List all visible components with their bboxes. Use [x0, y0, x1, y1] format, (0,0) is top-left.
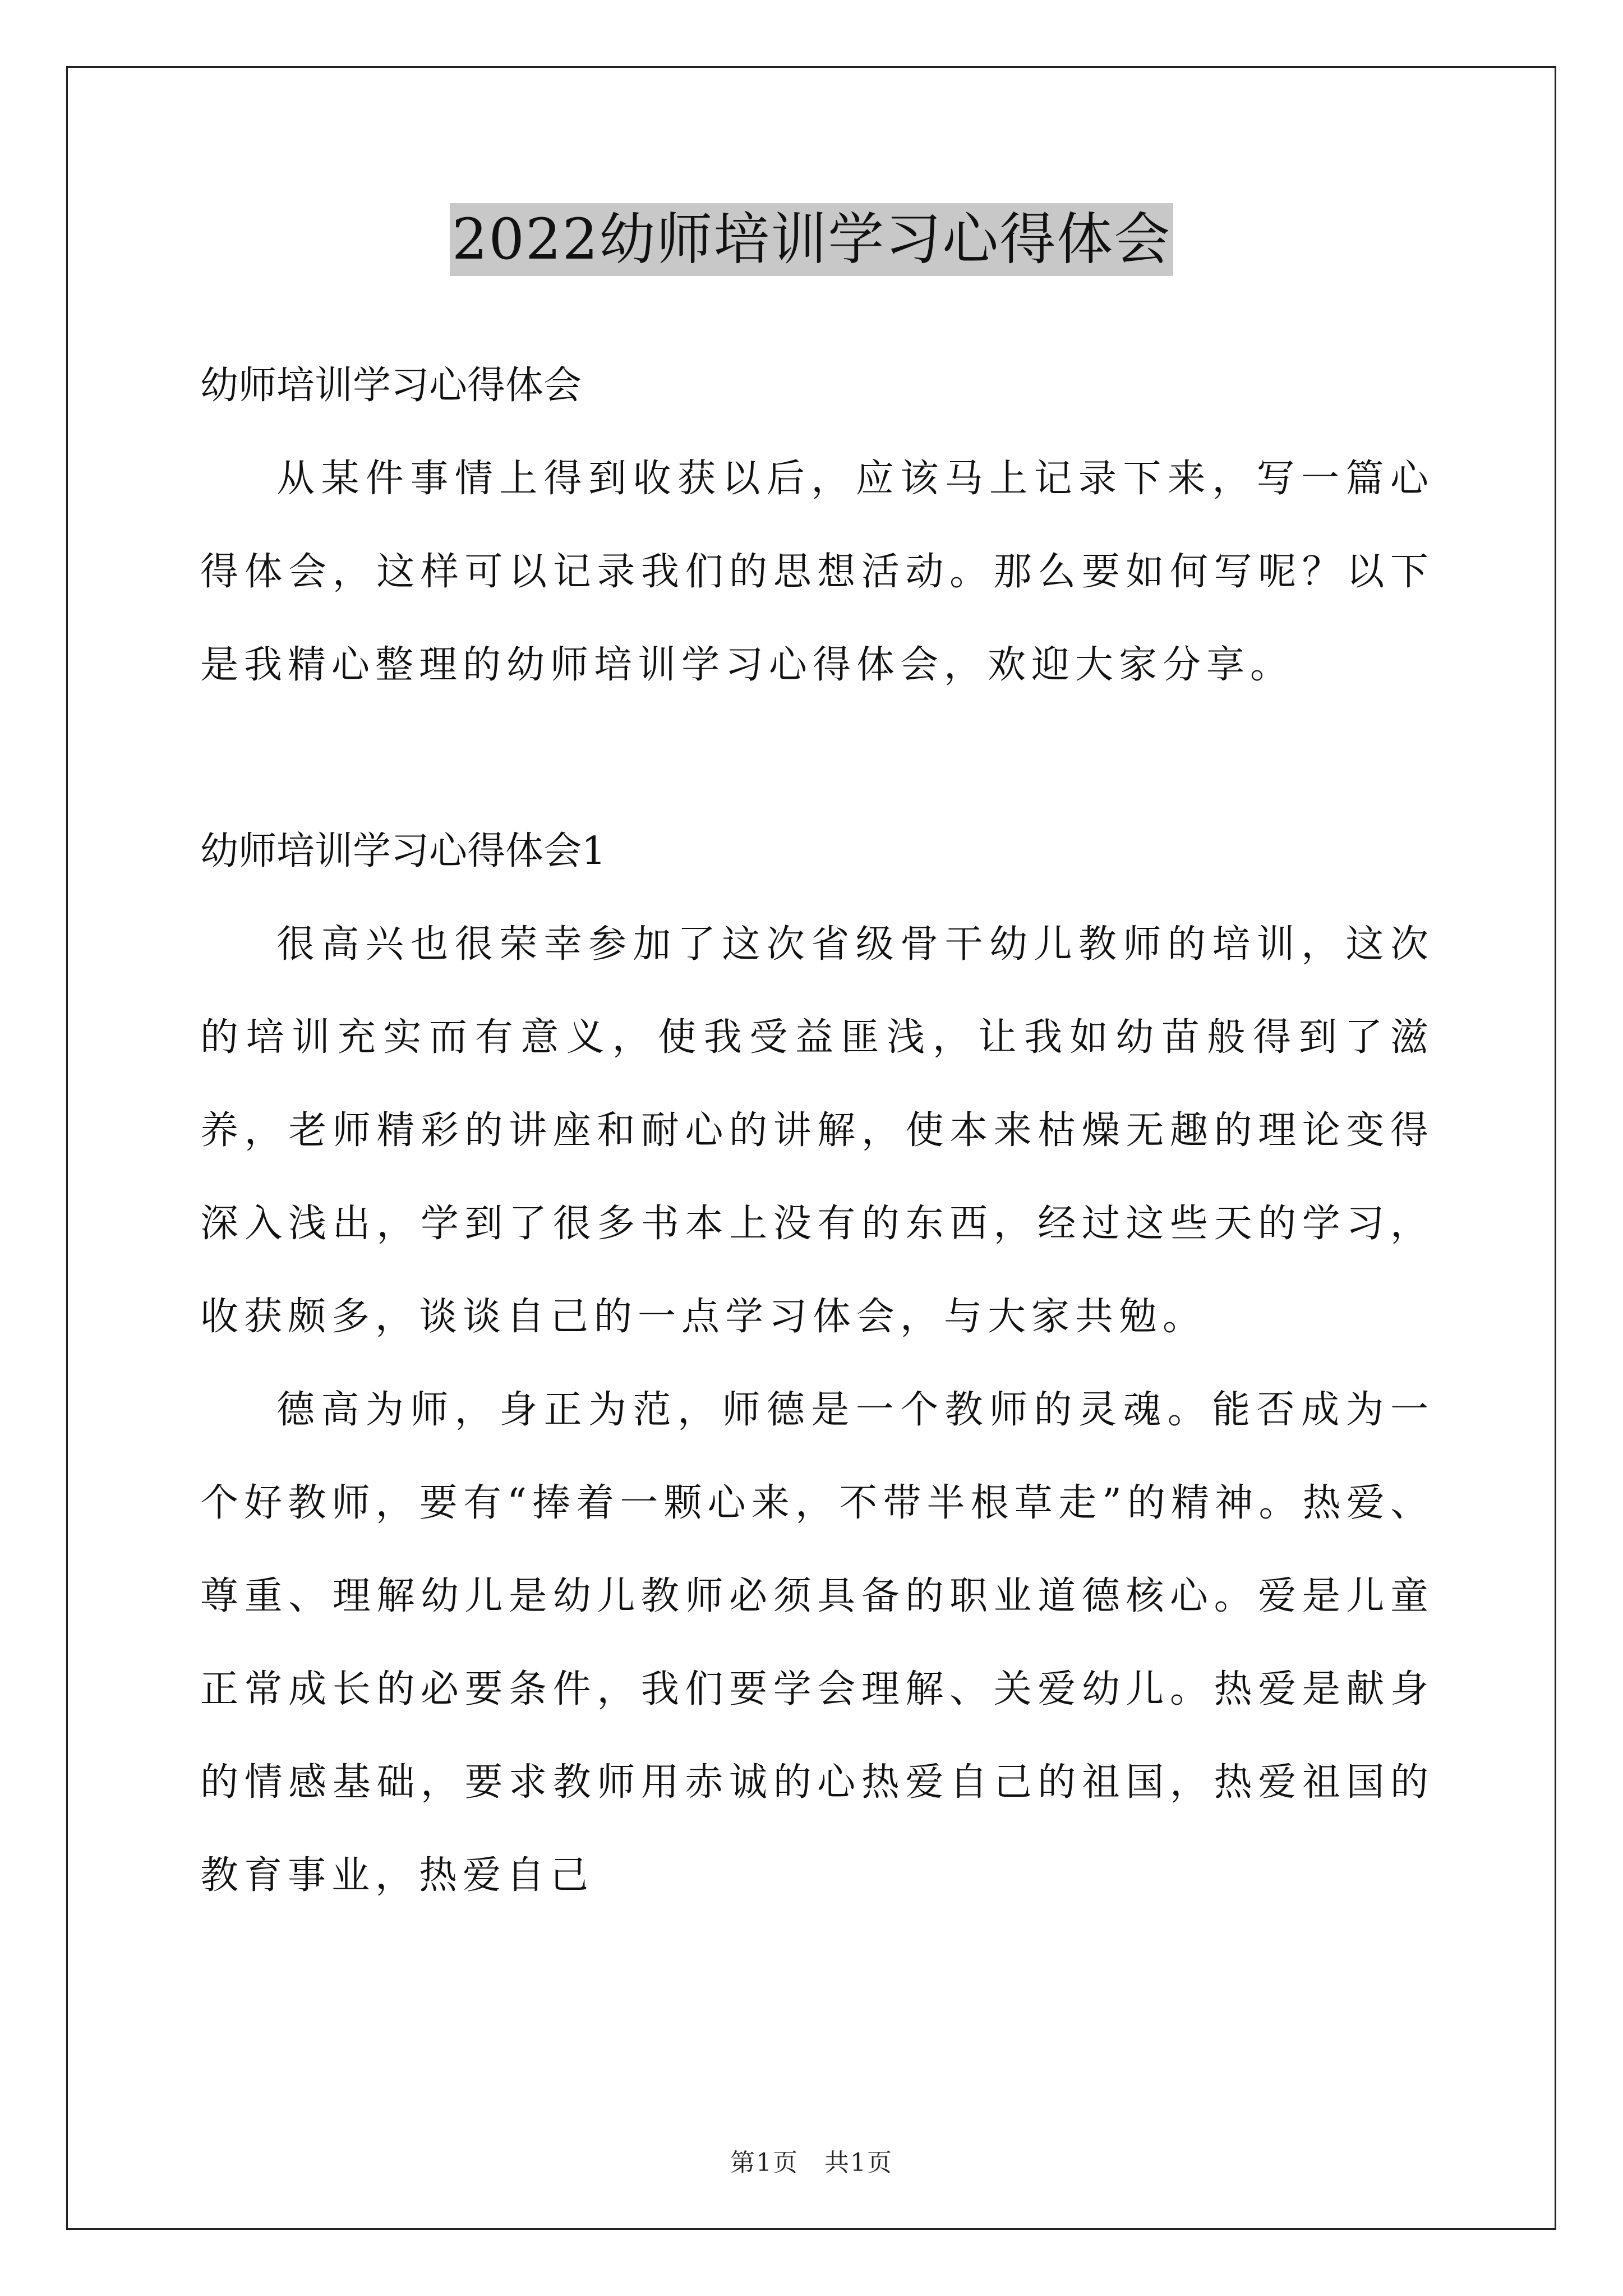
- section1-paragraph-2: 德高为师，身正为范，师德是一个教师的灵魂。能否成为一个好教师，要有“捧着一颗心来，不带半根草走”的精神。热爱、尊重、理解幼儿是幼儿教师必须具备的职业道德核心。爱是儿童正常成长的必要条件，我们要学会理解、关爱幼儿。热爱是献身的情感基础，要求教师用赤诚的心热爱自己的祖国，热爱祖国的教育事业，热爱自己: [200, 1388, 1434, 1898]
- document-body: [200, 339, 1434, 1922]
- intro-paragraph: 从某件事情上得到收获以后，应该马上记录下来，写一篇心得体会，这样可以记录我们的思想活动。那么要如何写呢？以下是我精心整理的幼师培训学习心得体会，欢迎大家分享。: [200, 457, 1434, 687]
- section-heading-1: 幼师培训学习心得体会1: [200, 829, 606, 873]
- page-footer: 第1页 共1页: [730, 2148, 893, 2177]
- title-container: [0, 203, 1623, 276]
- document-subtitle: 幼师培训学习心得体会: [200, 364, 582, 408]
- document-title: 2022幼师培训学习心得体会: [450, 203, 1174, 276]
- paragraph-gap: [200, 712, 1434, 805]
- section1-paragraph-1: 很高兴也很荣幸参加了这次省级骨干幼儿教师的培训，这次的培训充实而有意义，使我受益匪浅，让我如幼苗般得到了滋养，老师精彩的讲座和耐心的讲解，使本来枯燥无趣的理论变得深入浅出，学到了很多书本上没有的东西，经过这些天的学习，收获颇多，谈谈自己的一点学习体会，与大家共勉。: [200, 922, 1434, 1339]
